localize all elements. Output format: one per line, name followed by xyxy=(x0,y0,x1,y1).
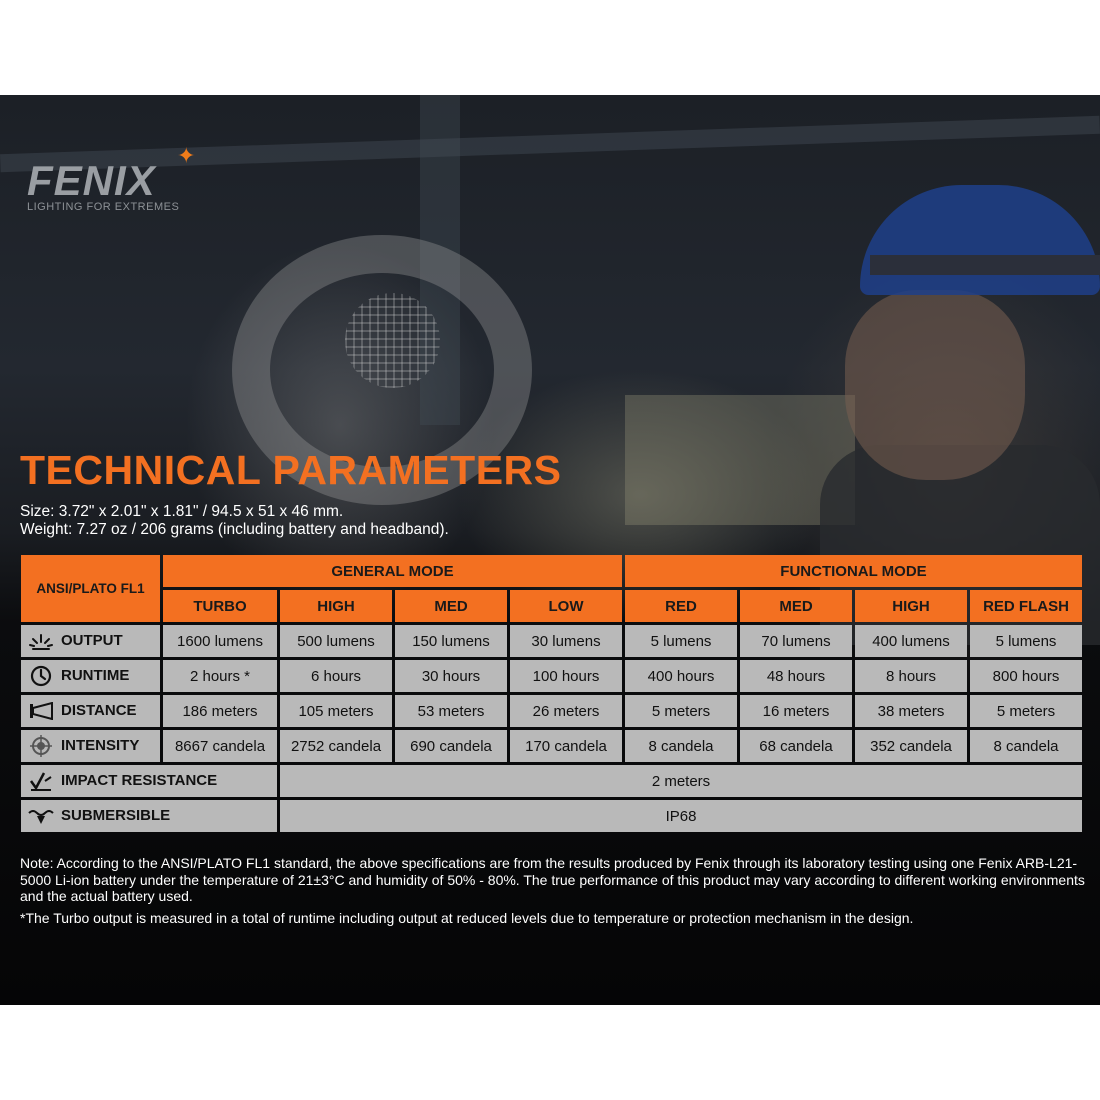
distance-row xyxy=(21,695,1082,727)
table-cell: 400 hours xyxy=(625,660,737,692)
table-cell: 26 meters xyxy=(510,695,622,727)
standard-header: ANSI/PLATO FL1 xyxy=(21,555,160,622)
fan-grille-image xyxy=(345,293,440,388)
weight-spec: Weight: 7.27 oz / 206 grams (including battery and headband). xyxy=(20,521,449,538)
mode-turbo-header: TURBO xyxy=(163,590,277,622)
impact-label: IMPACT RESISTANCE xyxy=(61,771,218,789)
table-cell: 400 lumens xyxy=(855,625,967,657)
water-icon xyxy=(21,807,61,825)
mode-func-high-header: HIGH xyxy=(855,590,967,622)
brand-tagline: LIGHTING FOR EXTREMES xyxy=(27,201,180,213)
brand-logo xyxy=(27,143,196,213)
mode-red-flash-header: RED FLASH xyxy=(970,590,1082,622)
table-cell: 48 hours xyxy=(740,660,852,692)
table-cell: 800 hours xyxy=(970,660,1082,692)
output-label-cell xyxy=(21,625,160,657)
table-cell: 6 hours xyxy=(280,660,392,692)
worker-face-image xyxy=(845,290,1025,480)
table-cell: 8667 candela xyxy=(163,730,277,762)
submersible-row xyxy=(21,800,1082,832)
runtime-label: RUNTIME xyxy=(61,666,130,684)
table-cell: 100 hours xyxy=(510,660,622,692)
burst-icon xyxy=(21,631,61,651)
table-cell: 5 meters xyxy=(970,695,1082,727)
mode-func-med-header: MED xyxy=(740,590,852,622)
table-cell: 5 lumens xyxy=(970,625,1082,657)
impact-row xyxy=(21,765,1082,797)
intensity-label-cell xyxy=(21,730,160,762)
star-icon: ✦ xyxy=(177,143,196,168)
intensity-row xyxy=(21,730,1082,762)
table-cell: 53 meters xyxy=(395,695,507,727)
runtime-row xyxy=(21,660,1082,692)
intensity-label: INTENSITY xyxy=(61,736,140,754)
table-cell: 1600 lumens xyxy=(163,625,277,657)
table-cell: 186 meters xyxy=(163,695,277,727)
output-row xyxy=(21,625,1082,657)
table-cell: 2752 candela xyxy=(280,730,392,762)
table-cell: 2 hours * xyxy=(163,660,277,692)
impact-value: 2 meters xyxy=(280,765,1082,797)
functional-mode-header: FUNCTIONAL MODE xyxy=(625,555,1082,587)
table-cell: 170 candela xyxy=(510,730,622,762)
table-cell: 5 meters xyxy=(625,695,737,727)
table-cell: 16 meters xyxy=(740,695,852,727)
table-cell: 8 candela xyxy=(625,730,737,762)
table-cell: 70 lumens xyxy=(740,625,852,657)
impact-icon xyxy=(21,771,61,791)
table-cell: 690 candela xyxy=(395,730,507,762)
table-cell: 8 candela xyxy=(970,730,1082,762)
mode-high-header: HIGH xyxy=(280,590,392,622)
table-cell: 38 meters xyxy=(855,695,967,727)
runtime-label-cell xyxy=(21,660,160,692)
table-cell: 352 candela xyxy=(855,730,967,762)
clock-icon xyxy=(21,665,61,687)
table-cell: 150 lumens xyxy=(395,625,507,657)
table-cell: 8 hours xyxy=(855,660,967,692)
product-banner xyxy=(0,95,1100,1005)
submersible-label: SUBMERSIBLE xyxy=(61,806,171,824)
table-cell: 68 candela xyxy=(740,730,852,762)
table-cell: 5 lumens xyxy=(625,625,737,657)
table-cell: 30 lumens xyxy=(510,625,622,657)
mode-red-header: RED xyxy=(625,590,737,622)
group-header-row xyxy=(21,555,1082,587)
table-cell: 30 hours xyxy=(395,660,507,692)
submersible-label-cell xyxy=(21,800,277,832)
output-label: OUTPUT xyxy=(61,631,123,649)
table-cell: 500 lumens xyxy=(280,625,392,657)
brand-name: FENIX xyxy=(27,157,156,204)
table-cell: 105 meters xyxy=(280,695,392,727)
hard-hat-image xyxy=(860,185,1100,295)
headlamp-band-image xyxy=(870,255,1100,275)
submersible-value: IP68 xyxy=(280,800,1082,832)
beam-distance-icon xyxy=(21,702,61,720)
page-title: TECHNICAL PARAMETERS xyxy=(20,447,562,493)
crosshair-icon xyxy=(21,735,61,757)
distance-label-cell xyxy=(21,695,160,727)
mode-header-row xyxy=(21,590,1082,622)
spec-table xyxy=(18,552,1085,835)
footnote-turbo: *The Turbo output is measured in a total of runtime including output at reduced levels due to temperature or protection mechanism in the design. xyxy=(20,910,914,926)
mode-med-header: MED xyxy=(395,590,507,622)
impact-label-cell xyxy=(21,765,277,797)
mode-low-header: LOW xyxy=(510,590,622,622)
footnote-standard: Note: According to the ANSI/PLATO FL1 standard, the above specifications are from the results produced by Fenix through its laboratory testing using one Fenix ARB-L21-5000 Li-ion battery under the temperature of 21±3°C and humidity of 50% - 80%. The true performance of this product may vary according to different working environments and the actual battery used. xyxy=(20,855,1085,904)
size-spec: Size: 3.72" x 2.01" x 1.81" / 94.5 x 51 x 46 mm. xyxy=(20,503,344,520)
general-mode-header: GENERAL MODE xyxy=(163,555,622,587)
distance-label: DISTANCE xyxy=(61,701,137,719)
